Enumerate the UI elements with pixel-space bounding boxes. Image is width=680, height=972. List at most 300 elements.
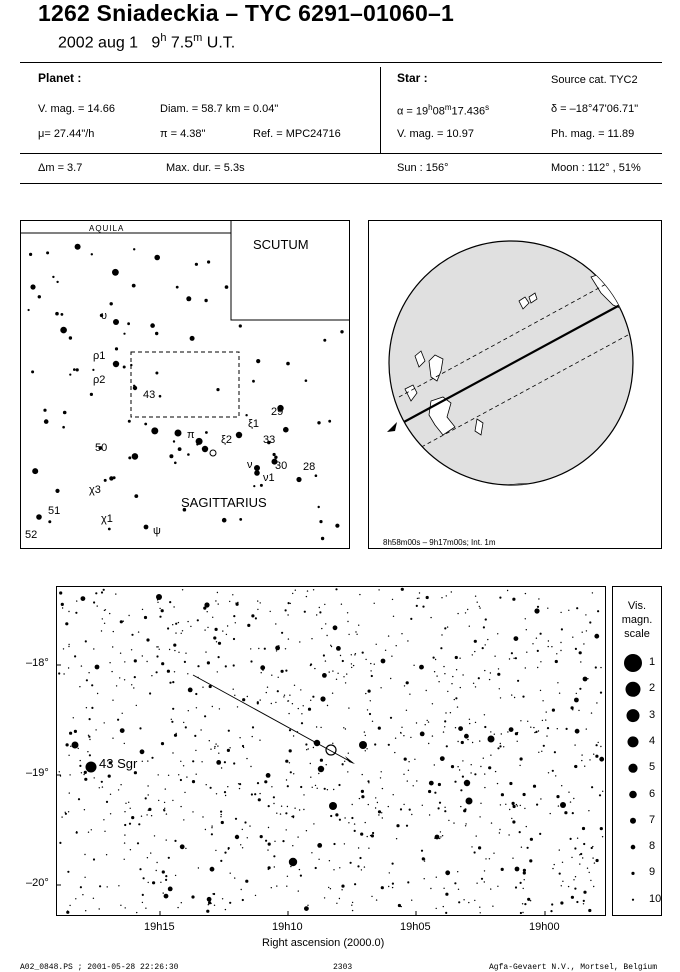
field-star <box>538 752 539 753</box>
field-star <box>365 659 366 660</box>
field-star <box>333 625 338 630</box>
finder-star <box>60 327 67 334</box>
star-alpha: $\alpha = 19^h08^m17.436^s$ <box>397 103 490 118</box>
field-star <box>404 758 407 761</box>
field-star <box>580 661 581 662</box>
finder-star <box>239 518 242 521</box>
field-star <box>258 798 261 801</box>
field-star <box>515 657 517 659</box>
field-star <box>571 706 574 709</box>
field-star <box>218 753 219 754</box>
finder-star <box>155 332 158 335</box>
field-star <box>76 832 78 834</box>
field-star <box>156 646 157 647</box>
field-star <box>527 847 529 849</box>
bright-field-star <box>235 835 239 839</box>
field-star <box>414 759 415 760</box>
field-star <box>582 632 583 633</box>
field-star <box>465 825 466 826</box>
field-star <box>128 615 129 616</box>
field-star <box>175 875 176 876</box>
field-star <box>582 857 583 858</box>
field-star <box>381 886 384 889</box>
field-star <box>110 794 111 795</box>
field-star <box>169 649 170 650</box>
field-star <box>274 841 275 842</box>
field-star <box>516 804 517 805</box>
field-star <box>94 777 95 778</box>
field-star <box>576 693 577 694</box>
finder-star <box>132 284 136 288</box>
field-star <box>233 762 235 764</box>
field-star <box>159 649 160 650</box>
field-star <box>187 621 188 622</box>
field-star <box>104 722 105 723</box>
field-star <box>298 890 299 891</box>
star-chart <box>56 586 606 916</box>
field-star <box>551 646 552 647</box>
field-star <box>235 818 237 820</box>
field-star <box>517 732 518 733</box>
path-arrow <box>387 422 397 432</box>
field-star <box>589 872 590 873</box>
field-star <box>287 806 288 807</box>
field-star <box>79 765 81 767</box>
field-star <box>164 802 165 803</box>
field-star <box>511 694 512 695</box>
field-star <box>330 645 331 646</box>
field-star <box>381 771 382 772</box>
field-star <box>182 589 183 590</box>
field-star <box>462 776 464 778</box>
field-star <box>307 590 308 591</box>
field-star <box>517 680 519 682</box>
scale-label-mag-3: 3 <box>649 708 656 721</box>
field-star <box>393 616 394 617</box>
field-star <box>156 671 158 673</box>
field-star <box>331 646 332 647</box>
field-star <box>507 590 508 591</box>
field-star <box>361 790 364 793</box>
field-star <box>529 859 532 862</box>
field-star <box>233 615 235 617</box>
field-star <box>362 652 364 654</box>
field-star <box>282 840 284 842</box>
field-star <box>490 755 491 756</box>
field-star <box>479 816 480 817</box>
delta-magnitude: Δm = 3.7 <box>38 162 83 174</box>
finder-star <box>305 379 308 382</box>
field-star <box>210 787 212 789</box>
field-star <box>476 883 477 884</box>
field-star <box>109 662 110 663</box>
field-star <box>274 866 275 867</box>
field-star <box>492 906 493 907</box>
field-star <box>546 711 547 712</box>
field-star <box>558 805 559 806</box>
field-star <box>368 690 371 693</box>
field-star <box>389 872 390 873</box>
field-star <box>378 814 379 815</box>
field-star <box>58 672 60 674</box>
dec-tick-19: –19° <box>26 767 49 779</box>
field-star <box>81 596 86 601</box>
field-star <box>221 814 222 815</box>
field-star <box>59 591 62 594</box>
field-star <box>320 759 323 762</box>
scale-dot-mag-7 <box>630 818 636 824</box>
field-star <box>519 831 521 833</box>
field-star <box>67 871 69 873</box>
field-star <box>469 723 470 724</box>
field-star <box>120 784 121 785</box>
field-star <box>211 833 213 835</box>
field-star <box>115 593 116 594</box>
field-star <box>551 903 553 905</box>
field-star <box>264 648 266 650</box>
field-star <box>408 761 409 762</box>
field-star <box>247 696 248 697</box>
field-star <box>220 816 221 817</box>
field-star <box>124 811 125 812</box>
field-star <box>575 648 577 650</box>
field-star <box>197 665 199 667</box>
field-star <box>392 599 393 600</box>
field-star <box>471 764 472 765</box>
field-star <box>124 661 125 662</box>
field-star <box>535 731 537 733</box>
field-star <box>93 648 94 649</box>
field-star <box>375 797 376 798</box>
page-title: 1262 Sniadeckia – TYC 6291–01060–1 <box>38 0 454 26</box>
field-star <box>207 611 208 612</box>
field-star <box>448 820 449 821</box>
field-star <box>101 630 102 631</box>
field-star <box>287 700 288 701</box>
field-star <box>178 652 179 653</box>
field-star <box>572 637 573 638</box>
field-star <box>422 857 425 860</box>
field-star <box>61 816 62 817</box>
finder-star <box>187 453 190 456</box>
scale-label-mag-10: 10 <box>649 892 662 905</box>
field-star <box>455 697 457 699</box>
finder-star <box>176 286 179 289</box>
field-star <box>333 789 334 790</box>
field-star <box>89 718 91 720</box>
finder-bright-star <box>254 470 260 476</box>
field-star <box>592 846 593 847</box>
field-star <box>195 693 197 695</box>
finder-star <box>205 431 208 434</box>
field-star <box>122 713 123 714</box>
field-star <box>306 596 307 597</box>
bright-field-star <box>86 762 97 773</box>
field-star <box>566 728 568 730</box>
field-star <box>591 712 592 713</box>
field-star <box>360 833 363 836</box>
bright-field-star <box>320 696 325 701</box>
field-star <box>161 609 164 612</box>
field-star <box>332 693 333 694</box>
field-star <box>227 625 228 626</box>
field-star <box>436 877 437 878</box>
field-star <box>457 766 458 767</box>
field-star <box>120 620 123 623</box>
field-star <box>524 879 525 880</box>
field-star <box>268 805 270 807</box>
field-star <box>212 617 213 618</box>
field-star <box>295 590 296 591</box>
field-star <box>401 633 402 634</box>
field-star <box>62 607 63 608</box>
field-star <box>196 774 197 775</box>
finder-label-30: 30 <box>275 460 288 472</box>
field-star <box>88 832 89 833</box>
field-star <box>138 631 139 632</box>
field-star <box>167 670 170 673</box>
field-star <box>315 867 317 869</box>
field-star <box>212 706 213 707</box>
field-star <box>201 761 202 762</box>
field-star <box>390 678 391 679</box>
field-star <box>484 670 485 671</box>
field-star <box>365 735 366 736</box>
field-star <box>300 689 301 690</box>
field-star <box>600 746 601 747</box>
field-star <box>447 626 448 627</box>
field-star <box>499 745 501 747</box>
field-star <box>526 629 527 630</box>
asteroid-track <box>193 675 353 763</box>
field-star <box>479 740 480 741</box>
field-star <box>474 851 476 853</box>
finder-star <box>113 476 116 479</box>
field-star <box>532 643 533 644</box>
field-star <box>533 727 534 728</box>
field-star <box>329 671 330 672</box>
field-star <box>139 868 141 870</box>
field-star <box>88 672 89 673</box>
field-star <box>574 847 576 849</box>
field-star <box>444 673 445 674</box>
field-star <box>69 732 72 735</box>
field-star <box>78 798 80 800</box>
field-star <box>239 783 241 785</box>
field-star <box>222 898 223 899</box>
field-star <box>523 888 524 889</box>
field-star <box>283 696 284 697</box>
field-star <box>392 887 393 888</box>
field-star <box>401 906 402 907</box>
field-star <box>371 896 372 897</box>
field-star <box>445 712 446 713</box>
field-star <box>572 709 573 710</box>
field-star <box>84 809 85 810</box>
footer-center: 2303 <box>333 963 353 972</box>
field-star <box>267 687 268 688</box>
field-star <box>86 707 87 708</box>
field-star <box>220 811 222 813</box>
field-star <box>530 727 531 728</box>
field-star <box>311 852 312 853</box>
field-star <box>180 761 181 762</box>
field-star <box>317 843 322 848</box>
field-star <box>281 806 282 807</box>
field-star <box>451 591 452 592</box>
field-star <box>271 703 272 704</box>
field-star <box>112 738 113 739</box>
field-star <box>103 589 105 591</box>
field-star <box>157 646 158 647</box>
field-star <box>146 661 147 662</box>
field-star <box>211 827 212 828</box>
field-star <box>187 673 188 674</box>
scale-dot-mag-9 <box>631 872 634 875</box>
field-star <box>138 823 140 825</box>
field-star <box>313 747 314 748</box>
field-star <box>259 793 260 794</box>
field-star <box>509 727 514 732</box>
field-star <box>66 743 69 746</box>
finder-star <box>128 456 131 459</box>
field-star <box>230 873 231 874</box>
field-star <box>355 653 356 654</box>
field-star <box>216 793 217 794</box>
field-star <box>151 757 153 759</box>
field-star <box>335 588 337 590</box>
field-star <box>344 761 345 762</box>
field-star <box>191 895 194 898</box>
aquila-label: AQUILA <box>89 224 125 233</box>
field-star <box>468 902 469 903</box>
field-star <box>388 886 389 887</box>
field-star <box>175 623 177 625</box>
field-star <box>564 811 567 814</box>
field-star <box>460 806 461 807</box>
field-star <box>351 817 353 819</box>
finder-star <box>123 366 126 369</box>
finder-star <box>32 468 38 474</box>
field-star <box>364 731 365 732</box>
field-star <box>365 822 366 823</box>
field-star <box>494 656 495 657</box>
field-star <box>580 853 582 855</box>
field-star <box>483 626 485 628</box>
field-star <box>583 843 585 845</box>
field-star <box>438 681 439 682</box>
field-star <box>600 667 601 668</box>
field-star <box>591 786 593 788</box>
field-star <box>589 759 590 760</box>
field-star <box>313 589 314 590</box>
field-star <box>447 691 448 692</box>
finder-star <box>155 372 158 375</box>
field-star <box>413 665 414 666</box>
field-star <box>422 606 424 608</box>
field-star <box>225 909 226 910</box>
field-star <box>131 649 132 650</box>
field-star <box>164 894 169 899</box>
field-star <box>194 735 196 737</box>
bright-field-star <box>318 766 324 772</box>
field-star <box>479 607 480 608</box>
field-star <box>440 836 441 837</box>
field-star <box>174 840 176 842</box>
field-star <box>579 651 582 654</box>
field-star <box>586 630 587 631</box>
field-star <box>439 802 441 804</box>
field-star <box>361 795 364 798</box>
field-star <box>111 671 112 672</box>
field-star <box>225 665 227 667</box>
field-star <box>409 694 410 695</box>
field-star <box>264 780 267 783</box>
field-star <box>172 752 173 753</box>
finder-star <box>169 454 173 458</box>
field-star <box>207 627 208 628</box>
ra-tick-1905: 19h05 <box>400 921 431 933</box>
field-star <box>552 868 553 869</box>
field-star <box>524 808 525 809</box>
field-star <box>250 648 251 649</box>
field-star <box>392 883 394 885</box>
field-star <box>471 846 472 847</box>
field-star <box>347 771 348 772</box>
field-star <box>484 787 485 788</box>
field-star <box>226 634 227 635</box>
field-star <box>393 794 394 795</box>
field-star <box>522 903 523 904</box>
field-star <box>568 886 569 887</box>
field-star <box>219 708 220 709</box>
field-star <box>321 628 322 629</box>
field-star <box>440 756 445 761</box>
field-star <box>540 798 541 799</box>
finder-chart <box>20 220 350 549</box>
field-star <box>148 794 149 795</box>
field-star <box>556 795 559 798</box>
field-star <box>465 612 466 613</box>
globe-caption: 8h58m00s – 9h17m00s; Int. 1m <box>383 538 496 547</box>
finder-label-33: 33 <box>263 434 276 446</box>
field-star <box>517 805 518 806</box>
field-star <box>299 641 300 642</box>
field-star <box>215 600 216 601</box>
field-star <box>270 611 271 612</box>
field-star <box>198 867 199 868</box>
field-star <box>453 822 454 823</box>
field-star <box>600 827 603 830</box>
field-star <box>490 731 491 732</box>
field-star <box>185 726 187 728</box>
field-star <box>281 670 284 673</box>
field-star <box>65 813 67 815</box>
field-star <box>202 687 203 688</box>
finder-label-upsilon: υ <box>101 310 108 322</box>
field-star <box>501 868 504 871</box>
finder-bright-star <box>236 432 242 438</box>
field-star <box>491 822 492 823</box>
field-star <box>464 734 469 739</box>
moon-elongation: Moon : 112° , 51% <box>551 162 641 174</box>
field-star <box>298 708 299 709</box>
field-star <box>501 733 502 734</box>
field-star <box>319 607 320 608</box>
field-star <box>208 904 209 905</box>
bright-field-star <box>156 594 162 600</box>
field-star <box>469 719 470 720</box>
